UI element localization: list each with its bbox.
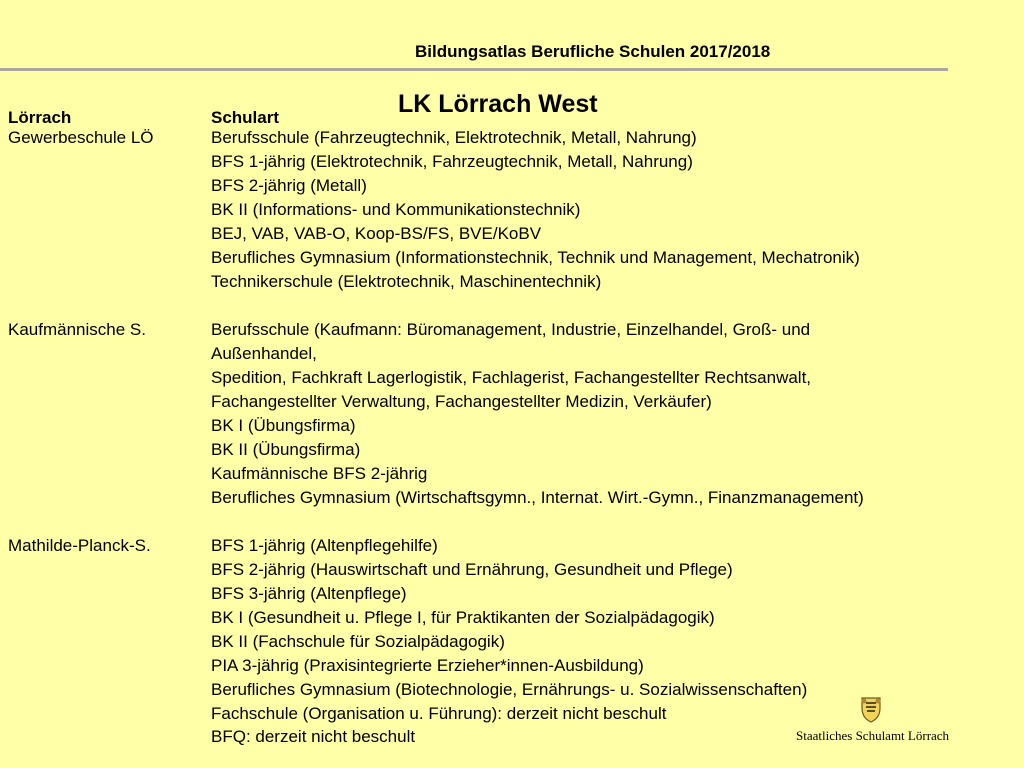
school-type: BFS 1-jährig (Altenpflegehilfe) bbox=[211, 536, 438, 555]
school-type: PIA 3-jährig (Praxisintegrierte Erzieher*innen-Ausbildung) bbox=[211, 656, 644, 675]
school-type: BEJ, VAB, VAB-O, Koop-BS/FS, BVE/KoBV bbox=[211, 224, 542, 243]
school-type: BK II (Informations- und Kommunikationstechnik) bbox=[211, 200, 581, 219]
school-name: Kaufmännische S. bbox=[8, 320, 146, 339]
school-type: BFS 2-jährig (Hauswirtschaft und Ernährung, Gesundheit und Pflege) bbox=[211, 560, 733, 579]
school-type: BK I (Übungsfirma) bbox=[211, 416, 356, 435]
school-type: Berufliches Gymnasium (Wirtschaftsgymn., Internat. Wirt.-Gymn., Finanzmanagement) bbox=[211, 488, 864, 507]
header-divider bbox=[0, 68, 948, 71]
school-type: BFS 3-jährig (Altenpflege) bbox=[211, 584, 407, 603]
school-type: BK II (Übungsfirma) bbox=[211, 440, 361, 459]
school-type: Fachschule (Organisation u. Führung): derzeit nicht beschult bbox=[211, 704, 667, 723]
footer-org-name: Staatliches Schulamt Lörrach bbox=[796, 728, 950, 743]
school-type: Berufsschule (Kaufmann: Büromanagement, Industrie, Einzelhandel, Groß- und bbox=[211, 320, 811, 339]
page-title: LK Lörrach West bbox=[398, 90, 598, 118]
school-type: Fachangestellter Verwaltung, Fachangestellter Medizin, Verkäufer) bbox=[211, 392, 712, 411]
school-type: BK II (Fachschule für Sozialpädagogik) bbox=[211, 632, 505, 651]
school-type: Berufliches Gymnasium (Informationstechnik, Technik und Management, Mechatronik) bbox=[211, 248, 860, 267]
school-type: Außenhandel, bbox=[211, 344, 317, 363]
coat-of-arms-icon bbox=[856, 694, 886, 724]
header-title: Bildungsatlas Berufliche Schulen 2017/2018 bbox=[415, 42, 771, 61]
school-type: BFQ: derzeit nicht beschult bbox=[211, 727, 416, 746]
school-type: Berufsschule (Fahrzeugtechnik, Elektrotechnik, Metall, Nahrung) bbox=[211, 128, 697, 147]
school-type: Spedition, Fachkraft Lagerlogistik, Fachlagerist, Fachangestellter Rechtsanwalt, bbox=[211, 368, 812, 387]
school-type: Kaufmännische BFS 2-jährig bbox=[211, 464, 428, 483]
school-type: Berufliches Gymnasium (Biotechnologie, Ernährungs- u. Sozialwissenschaften) bbox=[211, 680, 808, 699]
school-type: BFS 2-jährig (Metall) bbox=[211, 176, 367, 195]
column-header-school-type: Schulart bbox=[211, 108, 280, 127]
school-name: Mathilde-Planck-S. bbox=[8, 536, 151, 555]
school-type: BK I (Gesundheit u. Pflege I, für Praktikanten der Sozialpädagogik) bbox=[211, 608, 715, 627]
school-type: BFS 1-jährig (Elektrotechnik, Fahrzeugtechnik, Metall, Nahrung) bbox=[211, 152, 693, 171]
column-header-location: Lörrach bbox=[8, 108, 72, 127]
school-name: Gewerbeschule LÖ bbox=[8, 128, 154, 147]
school-type: Technikerschule (Elektrotechnik, Maschinentechnik) bbox=[211, 272, 602, 291]
